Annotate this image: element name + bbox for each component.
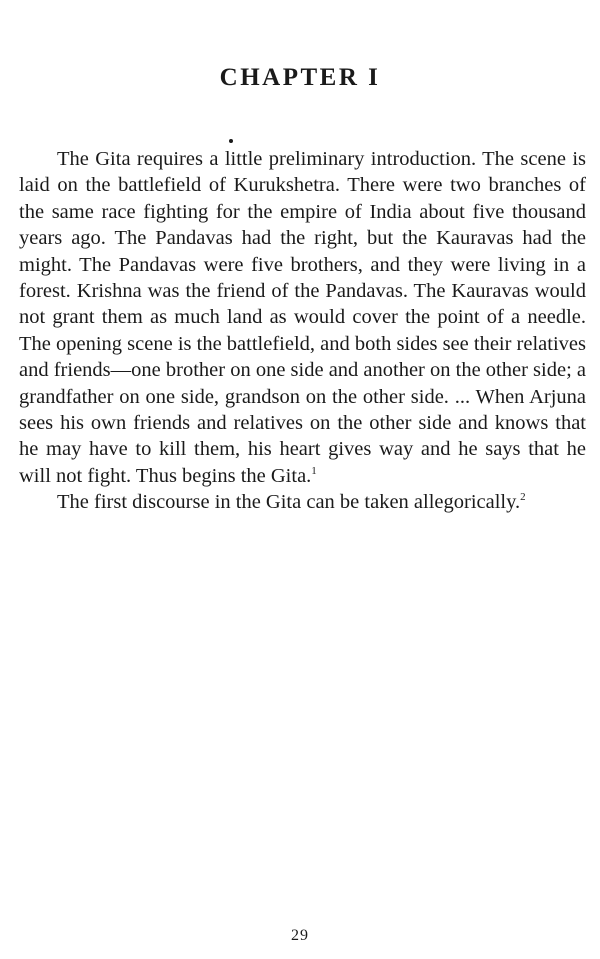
- paragraph-intro: [19, 146, 586, 489]
- footnote-marker: 2: [520, 491, 526, 504]
- footnote-marker: 1: [311, 465, 317, 478]
- chapter-body: [19, 146, 586, 516]
- chapter-heading: CHAPTER I: [219, 64, 381, 91]
- paragraph-text: The first discourse in the Gita can be taken allegorically.: [57, 491, 521, 514]
- paragraph-text: The Gita requires a little preliminary introduction. The scene is laid on the battlefield of Kurukshetra. There were two branches of the same race fighting for the empire of India about five thousand years ago. The Pandavas had the right, but the Kauravas had the might. The Pandavas were five brothers, and they were living in a forest. Krishna was the friend of the Pandavas. The Kauravas would not grant them as much land as would cover the point of a needle. The opening scene is the battlefield, and both sides see their relatives and friends—one brother on one side and another on the other side; a grandfather on one side, grandson on the other side. ... When Arjuna sees his own friends and relatives on the other side and knows that he may have to kill them, his heart gives way and he says that he will not fight. Thus begins the Gita.: [19, 148, 586, 487]
- page-number: 29: [291, 927, 309, 944]
- paragraph-allegory: [19, 489, 586, 515]
- print-speck: [229, 139, 233, 143]
